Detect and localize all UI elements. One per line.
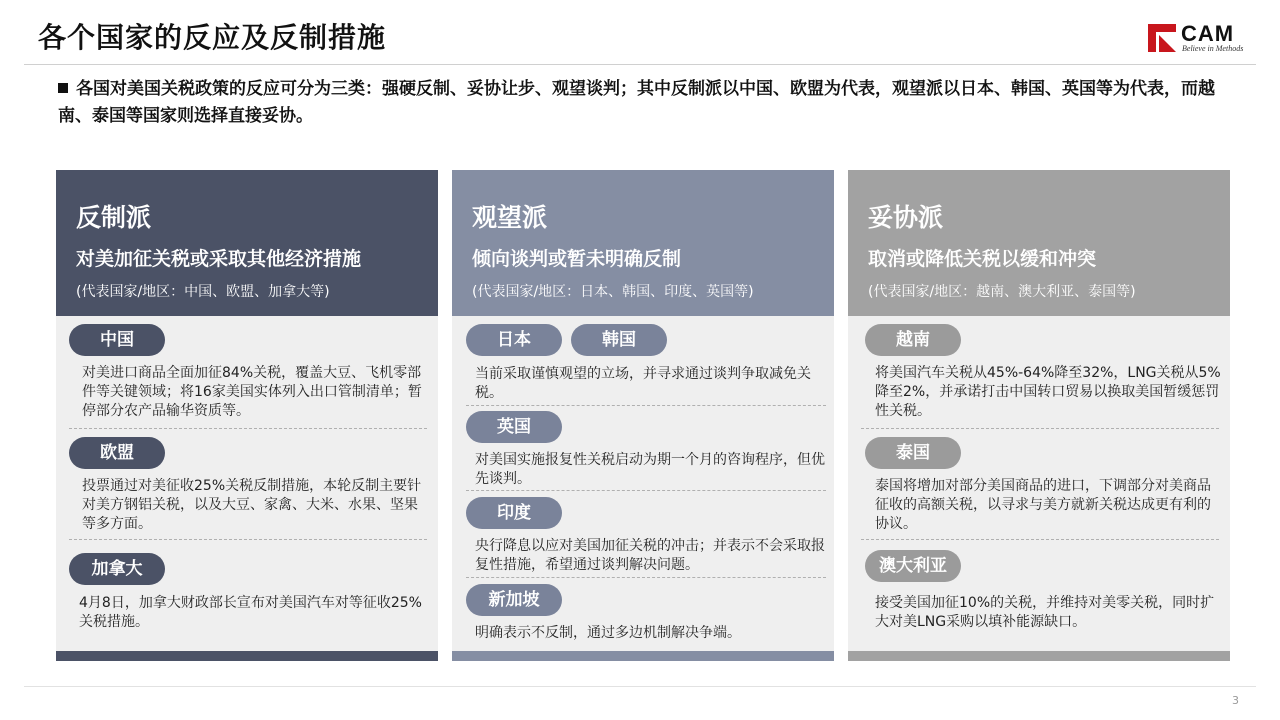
column-header — [56, 170, 438, 316]
logo-text: CAM — [1181, 21, 1235, 46]
country-tag-canada: 加拿大 — [69, 553, 165, 585]
country-tag-japan: 日本 — [466, 324, 562, 356]
country-tag-korea: 韩国 — [571, 324, 667, 356]
page-number: 3 — [1232, 694, 1239, 707]
dashed-divider — [466, 405, 826, 406]
column-title: 反制派 — [76, 203, 152, 232]
cam-logo-mark-icon — [1148, 24, 1176, 52]
square-bullet-icon — [58, 83, 68, 93]
column-header — [848, 170, 1230, 316]
country-desc-japan-korea: 当前采取谨慎观望的立场，并寻求通过谈判争取减免关税。 — [475, 366, 811, 401]
summary-paragraph — [58, 76, 1248, 130]
country-tag-china: 中国 — [69, 324, 165, 356]
country-desc-china: 对美进口商品全面加征84%关税，覆盖大豆、飞机零部件等关键领域；将16家美国实体列入出口管制清单；暂停部分农产品输华资质等。 — [82, 365, 422, 419]
country-tag-vietnam: 越南 — [865, 324, 961, 356]
country-tag-singapore: 新加坡 — [466, 584, 562, 616]
column-header — [452, 170, 834, 316]
dashed-divider — [861, 539, 1219, 540]
column-subtitle: 对美加征关税或采取其他经济措施 — [76, 248, 362, 270]
country-desc-india: 央行降息以应对美国加征关税的冲击；并表示不会采取报复性措施，希望通过谈判解决问题。 — [475, 538, 825, 573]
dashed-divider — [466, 490, 826, 491]
country-desc-canada: 4月8日，加拿大财政部长宣布对美国汽车对等征收25%关税措施。 — [79, 595, 422, 630]
column-representatives: (代表国家/地区：越南、澳大利亚、泰国等) — [868, 284, 1136, 300]
country-desc-australia: 接受美国加征10%的关税，并维持对美零关税，同时扩大对美LNG采购以填补能源缺口。 — [875, 595, 1215, 630]
column-subtitle: 倾向谈判或暂未明确反制 — [472, 248, 682, 270]
column-title: 观望派 — [472, 203, 548, 232]
logo-tagline: Believe in Methods — [1182, 44, 1244, 53]
country-desc-singapore: 明确表示不反制，通过多边机制解决争端。 — [475, 625, 741, 641]
country-desc-thailand: 泰国将增加对部分美国商品的进口，下调部分对美商品征收的高额关税，以寻求与美方就新关税达成更有利的协议。 — [875, 478, 1211, 532]
dashed-divider — [861, 428, 1219, 429]
column-footer-bar — [848, 651, 1230, 661]
country-tag-uk: 英国 — [466, 411, 562, 443]
country-tag-thailand: 泰国 — [865, 437, 961, 469]
column-wait-and-see — [452, 170, 834, 661]
dashed-divider — [466, 577, 826, 578]
page-title: 各个国家的反应及反制措施 — [38, 21, 387, 54]
country-tag-eu: 欧盟 — [69, 437, 165, 469]
column-representatives: (代表国家/地区：中国、欧盟、加拿大等) — [76, 284, 330, 300]
column-compromise — [848, 170, 1230, 661]
column-representatives: (代表国家/地区：日本、韩国、印度、英国等) — [472, 284, 754, 300]
column-subtitle: 取消或降低关税以缓和冲突 — [868, 248, 1097, 270]
column-footer-bar — [56, 651, 438, 661]
dashed-divider — [69, 539, 427, 540]
summary-text: 各国对美国关税政策的反应可分为三类：强硬反制、妥协让步、观望谈判；其中反制派以中国、欧盟为代表，观望派以日本、韩国、英国等为代表，而越南、泰国等国家则选择直接妥协。 — [58, 79, 1215, 126]
column-countermeasure — [56, 170, 438, 661]
country-tag-india: 印度 — [466, 497, 562, 529]
column-footer-bar — [452, 651, 834, 661]
column-title: 妥协派 — [868, 203, 944, 232]
dashed-divider — [69, 428, 427, 429]
country-desc-eu: 投票通过对美征收25%关税反制措施，本轮反制主要针对美方钢铝关税，以及大豆、家禽、大米、水果、坚果等多方面。 — [82, 478, 422, 532]
footer-divider — [24, 686, 1256, 687]
country-desc-uk: 对美国实施报复性关税启动为期一个月的咨询程序，但优先谈判。 — [475, 452, 825, 487]
country-desc-vietnam: 将美国汽车关税从45%-64%降至32%，LNG关税从5%降至2%，并承诺打击中国转口贸易以换取美国暂缓惩罚性关税。 — [875, 365, 1221, 419]
country-tag-australia: 澳大利亚 — [865, 550, 961, 582]
cam-logo — [1148, 21, 1258, 58]
header-divider — [24, 64, 1256, 65]
